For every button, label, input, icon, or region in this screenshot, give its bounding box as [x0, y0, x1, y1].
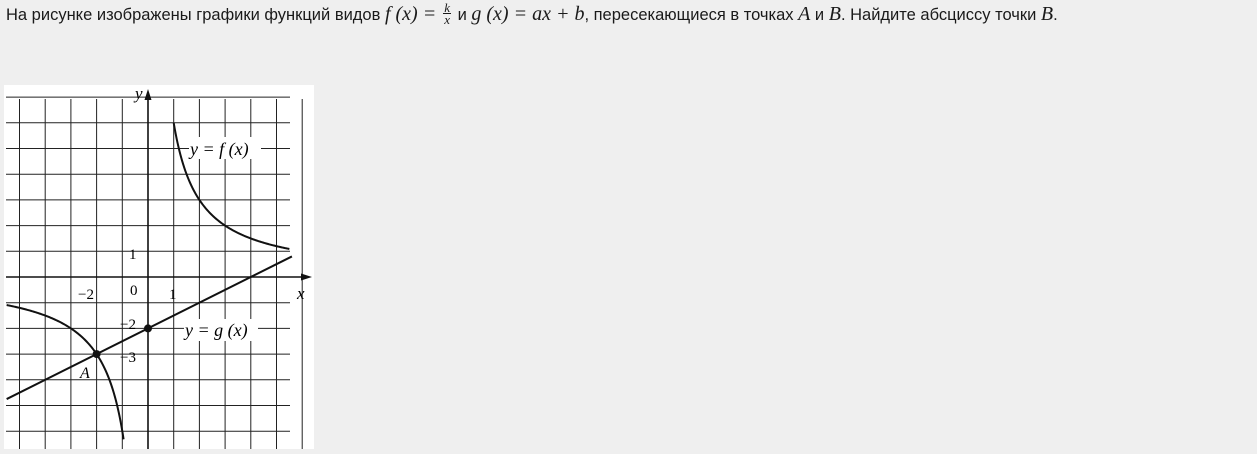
problem-suffix: . Найдите абсциссу точки	[840, 6, 1041, 24]
f-hyperbola-branch-1	[7, 305, 124, 439]
y-axis-label: y	[135, 85, 143, 103]
point-a-label: A	[80, 365, 90, 382]
f-curve-label: y = f (x)	[190, 139, 249, 159]
x-axis-label: x	[297, 284, 305, 303]
curves	[7, 123, 292, 440]
tick-label-x-1: 1	[169, 287, 177, 303]
conjunction-and: и	[810, 6, 829, 24]
problem-middle: , пересекающиеся в точках	[584, 6, 799, 24]
tick-label-y-neg2: −2	[120, 317, 136, 333]
fraction-denominator: x	[444, 12, 450, 28]
g-y-intercept-marker	[144, 324, 152, 332]
function-graph	[4, 85, 314, 449]
problem-prefix: На рисунке изображены графики функций видов	[6, 6, 385, 24]
point-b-name: B	[828, 3, 841, 25]
fraction-numerator: k	[444, 0, 450, 16]
x-axis-arrow	[301, 274, 312, 281]
problem-statement	[6, 2, 1058, 27]
y-axis-arrow	[145, 89, 152, 100]
tick-label-x-neg2: −2	[78, 287, 94, 303]
point-a-name: A	[798, 3, 811, 25]
tick-label-x-0: 0	[130, 283, 138, 299]
point-a-marker	[93, 350, 101, 358]
chart-labels	[78, 85, 305, 382]
problem-end: .	[1053, 6, 1058, 24]
target-point-name: B	[1040, 3, 1054, 25]
k-over-x-fraction	[443, 0, 451, 28]
f-definition-lhs: f (x) =	[384, 3, 442, 25]
graph-figure	[4, 85, 314, 449]
g-definition: g (x) = ax + b	[471, 3, 585, 25]
conjunction: и	[452, 6, 472, 24]
g-line-label: y = g (x)	[185, 320, 248, 340]
tick-label-y-neg3: −3	[120, 350, 136, 366]
tick-label-y-1: 1	[129, 247, 137, 263]
